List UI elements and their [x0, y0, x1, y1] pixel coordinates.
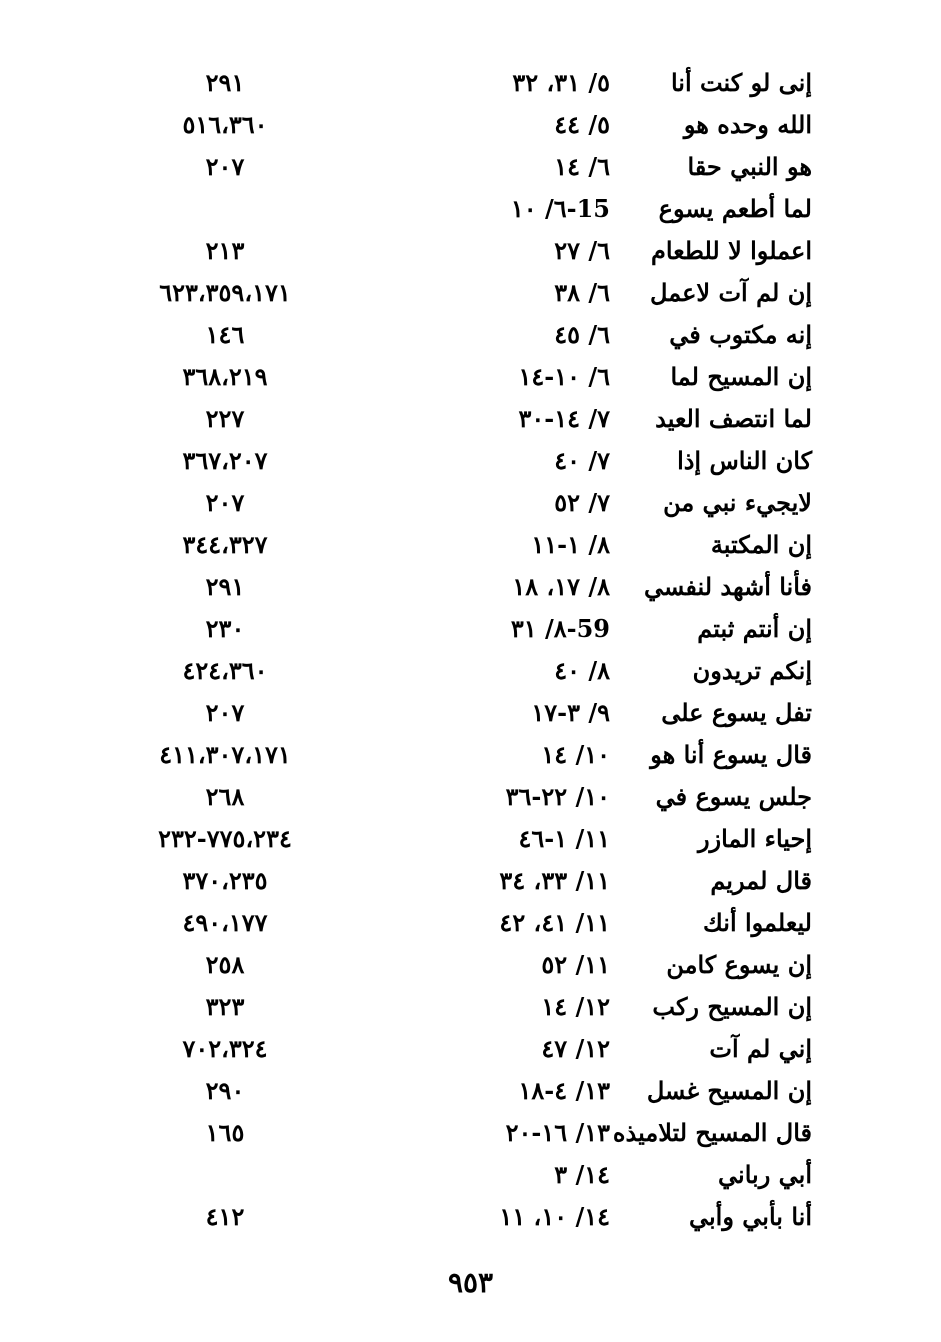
entry-page-numbers: ٢٩١	[205, 68, 245, 97]
entry-page-numbers: ٢٩١	[205, 572, 245, 601]
index-entry-row	[120, 230, 820, 272]
entry-page-numbers: ٤٩٠،١٧٧	[182, 908, 268, 937]
entry-phrase: لما أطعم يسوع	[658, 194, 812, 223]
index-entry-row	[120, 692, 820, 734]
index-entry-row	[120, 104, 820, 146]
entry-reference: ٩/ ٣-١٧	[531, 698, 610, 727]
entry-reference: ١٢/ ٤٧	[541, 1034, 610, 1063]
entry-page-numbers	[120, 1154, 330, 1196]
index-entry-row	[120, 776, 820, 818]
entry-reference: ١٠/ ١٤	[541, 740, 610, 769]
entry-page-numbers: ٤١١،٣٠٧،١٧١	[159, 740, 291, 769]
entry-page-numbers: ٤١٢	[205, 1202, 245, 1231]
entry-reference: ٧/ ٤٠	[554, 446, 610, 475]
entry-page-numbers: ٢٦٨	[205, 782, 245, 811]
entry-phrase: إنه مكتوب في	[669, 320, 812, 349]
entry-phrase: إنى لو كنت أنا	[670, 68, 812, 97]
page-number: ٩٥٣	[447, 1266, 494, 1299]
index-entry-row	[120, 398, 820, 440]
entry-page-numbers: ٢٠٧	[205, 152, 245, 181]
entry-page-numbers: ٢٠٧	[205, 698, 245, 727]
index-entry-row	[120, 188, 820, 230]
entry-page-numbers: ١٤٦	[205, 320, 245, 349]
index-entry-row	[120, 860, 820, 902]
entry-page-numbers: ٥١٦،٣٦٠	[182, 110, 268, 139]
entry-phrase: إن يسوع كامن	[666, 950, 812, 979]
entry-reference: ٦/ ١٤	[554, 152, 610, 181]
index-table	[120, 62, 820, 1238]
entry-phrase: فأنا أشهد لنفسي	[643, 572, 812, 601]
entry-reference: ١١/ ٣٣، ٣٤	[499, 866, 610, 895]
entry-reference: ١٢/ ١٤	[541, 992, 610, 1021]
entry-reference: ١١/ ٤١، ٤٢	[499, 908, 610, 937]
entry-page-numbers: ٢٠٧	[205, 488, 245, 517]
entry-reference: ٦/ ١٠-15	[510, 194, 610, 223]
entry-reference: ٨/ ٤٠	[554, 656, 610, 685]
entry-page-numbers: ٦٢٣،٣٥٩،١٧١	[159, 278, 291, 307]
index-entry-row	[120, 1112, 820, 1154]
entry-reference: ١٣/ ١٦-٢٠	[505, 1118, 610, 1147]
entry-page-numbers: ٣٦٧،٢٠٧	[182, 446, 268, 475]
entry-page-numbers: ١٦٥	[205, 1118, 245, 1147]
entry-phrase: هو النبي حقا	[687, 152, 812, 181]
entry-page-numbers: ٣٤٤،٣٢٧	[182, 530, 268, 559]
entry-reference: ٥/ ٤٤	[554, 110, 610, 139]
entry-reference: ٧/ ١٤-٣٠	[518, 404, 610, 433]
entry-reference: ٥/ ٣١، ٣٢	[512, 68, 610, 97]
index-entry-row	[120, 986, 820, 1028]
index-entry-row	[120, 566, 820, 608]
index-entry-row	[120, 734, 820, 776]
index-entry-row	[120, 146, 820, 188]
entry-page-numbers	[120, 188, 330, 230]
entry-reference: ٨/ ١٧، ١٨	[512, 572, 610, 601]
entry-page-numbers: ٢٩٠	[205, 1076, 245, 1105]
index-entry-row	[120, 524, 820, 566]
entry-reference: ١٠/ ٢٢-٣٦	[505, 782, 610, 811]
entry-phrase: إن المسيح لما	[670, 362, 812, 391]
index-entry-row	[120, 818, 820, 860]
entry-phrase: قال المسيح لتلاميذه	[612, 1118, 812, 1147]
entry-phrase: إن المكتبة	[710, 530, 812, 559]
entry-phrase: قال يسوع أنا هو	[650, 740, 812, 769]
index-entry-row	[120, 944, 820, 986]
entry-phrase: إن المسيح غسل	[646, 1076, 812, 1105]
entry-phrase: إن أنتم ثبتم	[697, 614, 812, 643]
entry-phrase: قال لمريم	[710, 866, 812, 895]
entry-phrase: جلس يسوع في	[655, 782, 812, 811]
entry-reference: ١١/ ٥٢	[541, 950, 610, 979]
entry-reference: ١٣/ ٤-١٨	[518, 1076, 610, 1105]
entry-page-numbers: ٢٢٧	[205, 404, 245, 433]
index-entry-row	[120, 482, 820, 524]
entry-phrase: الله وحده هو	[683, 110, 812, 139]
entry-phrase: تفل يسوع على	[661, 698, 812, 727]
entry-page-numbers: ٣٧٠،٢٣٥	[182, 866, 268, 895]
entry-phrase: إن المسيح ركب	[652, 992, 812, 1021]
entry-phrase: إحياء المازر	[697, 824, 812, 853]
entry-phrase: كان الناس إذا	[677, 446, 812, 475]
entry-phrase: اعملوا لا للطعام	[651, 236, 812, 265]
index-entry-row	[120, 650, 820, 692]
entry-phrase: إن لم آت لاعمل	[650, 278, 812, 307]
entry-reference: ٦/ ٤٥	[554, 320, 610, 349]
entry-page-numbers: ٧٧٥،٢٣٤-٢٣٢	[158, 824, 292, 853]
index-entry-row	[120, 902, 820, 944]
entry-reference: ٧/ ٥٢	[554, 488, 610, 517]
entry-phrase: لما انتصف العيد	[655, 404, 812, 433]
entry-phrase: إنكم تريدون	[692, 656, 812, 685]
entry-phrase: أنا بأبي وأبي	[689, 1202, 812, 1231]
index-entry-row	[120, 314, 820, 356]
index-entry-row	[120, 1196, 820, 1238]
index-entry-row	[120, 272, 820, 314]
entry-page-numbers: ٢٥٨	[205, 950, 245, 979]
index-entry-row	[120, 356, 820, 398]
index-entry-row	[120, 1154, 820, 1196]
entry-reference: ٦/ ١٠-١٤	[518, 362, 610, 391]
entry-reference: ١٤/ ١٠، ١١	[499, 1202, 610, 1231]
index-entry-row	[120, 62, 820, 104]
entry-page-numbers: ٢١٣	[205, 236, 245, 265]
entry-reference: ١٤/ ٣	[554, 1160, 610, 1189]
entry-phrase: ليعلموا أنك	[703, 908, 812, 937]
entry-page-numbers: ٣٦٨،٢١٩	[182, 362, 268, 391]
index-entry-row	[120, 440, 820, 482]
entry-page-numbers: ٧٠٢،٣٢٤	[182, 1034, 268, 1063]
entry-reference: ٦/ ٣٨	[554, 278, 610, 307]
index-entry-row	[120, 608, 820, 650]
index-entry-row	[120, 1070, 820, 1112]
entry-phrase: إني لم آت	[709, 1034, 812, 1063]
entry-page-numbers: ٤٢٤،٣٦٠	[182, 656, 268, 685]
entry-page-numbers: ٢٣٠	[205, 614, 245, 643]
entry-phrase: أبي رباني	[718, 1160, 812, 1189]
index-entry-row	[120, 1028, 820, 1070]
entry-reference: ٨/ ٣١-59	[510, 614, 610, 643]
entry-reference: ١١/ ١-٤٦	[518, 824, 610, 853]
entry-phrase: لايجيء نبي من	[663, 488, 812, 517]
entry-reference: ٦/ ٢٧	[554, 236, 610, 265]
entry-page-numbers: ٣٢٣	[205, 992, 245, 1021]
entry-reference: ٨/ ١-١١	[531, 530, 610, 559]
